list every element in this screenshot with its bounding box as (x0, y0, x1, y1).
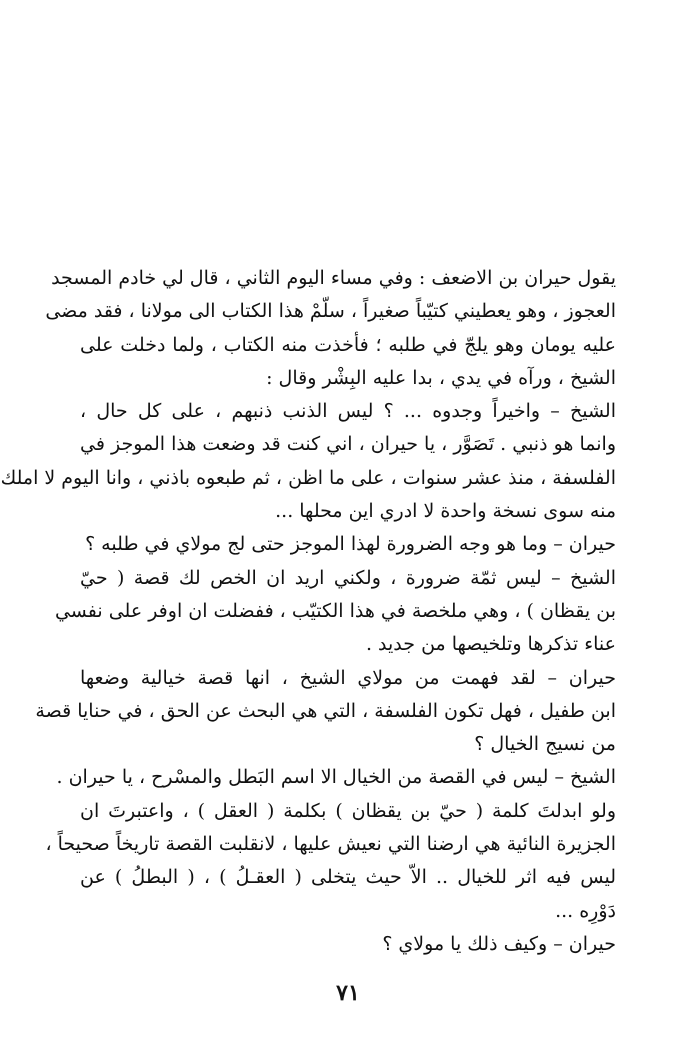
text-line-15: من نسيج الخيال ؟ (474, 733, 616, 756)
text-line-2: العجوز ، وهو يعطيني كتيّباً صغيراً ، سلّمْ هذا الكتاب الى مولانا ، فقد مضى (45, 300, 616, 323)
text-line-3: عليه يومان وهو يلجّ في طلبه ؛ فأخذت منه الكتاب ، ولما دخلت على (80, 333, 616, 356)
text-line-10: الشيخ – ليس ثمّة ضرورة ، ولكني اريد ان الخص لك قصة ( حيّ (80, 566, 616, 589)
page-number: ٧١ (336, 980, 360, 1006)
text-line-21: حيران – وكيف ذلك يا مولاي ؟ (382, 932, 616, 955)
text-line-16: الشيخ – ليس في القصة من الخيال الا اسم البَطل والمسْرح ، يا حيران . (56, 766, 616, 789)
text-line-4: الشيخ ، ورآه في يدي ، بدا عليه البِشْر وقال : (266, 366, 616, 389)
text-line-20: دَوْرِه ... (555, 899, 616, 922)
text-line-17: ولو ابدلتَ كلمة ( حيّ بن يقظان ) بكلمة ( العقل ) ، واعتبرتَ ان (80, 799, 616, 822)
text-line-7: الفلسفة ، منذ عشر سنوات ، على ما اظن ، ثم طبعوه باذني ، وانا اليوم لا املك (0, 466, 616, 489)
text-line-8: منه سوى نسخة واحدة لا ادري اين محلها ... (275, 500, 616, 523)
text-line-19: ليس فيه اثر للخيال .. الاّ حيث يتخلى ( العقـلُ ) ، ( البطلُ ) عن (80, 866, 616, 889)
body-text (0, 262, 616, 961)
text-line-12: عناء تذكرها وتلخيصها من جديد . (365, 633, 616, 656)
text-line-11: بن يقظان ) ، وهي ملخصة في هذا الكتيّب ، ففضلت ان اوفر على نفسي (54, 599, 616, 622)
text-line-13: حيران – لقد فهمت من مولاي الشيخ ، انها قصة خيالية وضعها (80, 666, 616, 689)
text-line-9: حيران – وما هو وجه الضرورة لهذا الموجز حتى لج مولاي في طلبه ؟ (85, 533, 616, 556)
text-line-5: الشيخ – واخيراً وجدوه ... ؟ ليس الذنب ذنبهم ، على كل حال ، (80, 400, 616, 423)
text-line-18: الجزيرة النائية هي ارضنا التي نعيش عليها ، لانقلبت القصة تاريخاً صحيحاً ، (45, 833, 616, 856)
text-line-1: يقول حيران بن الاضعف : وفي مساء اليوم الثاني ، قال لي خادم المسجد (51, 267, 616, 289)
text-line-6: وانما هو ذنبي . تَصَوَّر ، يا حيران ، اني كنت قد وضعت هذا الموجز في (80, 433, 616, 456)
text-line-14: ابن طفيل ، فهل تكون الفلسفة ، التي هي البحث عن الحق ، في حنايا قصة (35, 699, 616, 722)
